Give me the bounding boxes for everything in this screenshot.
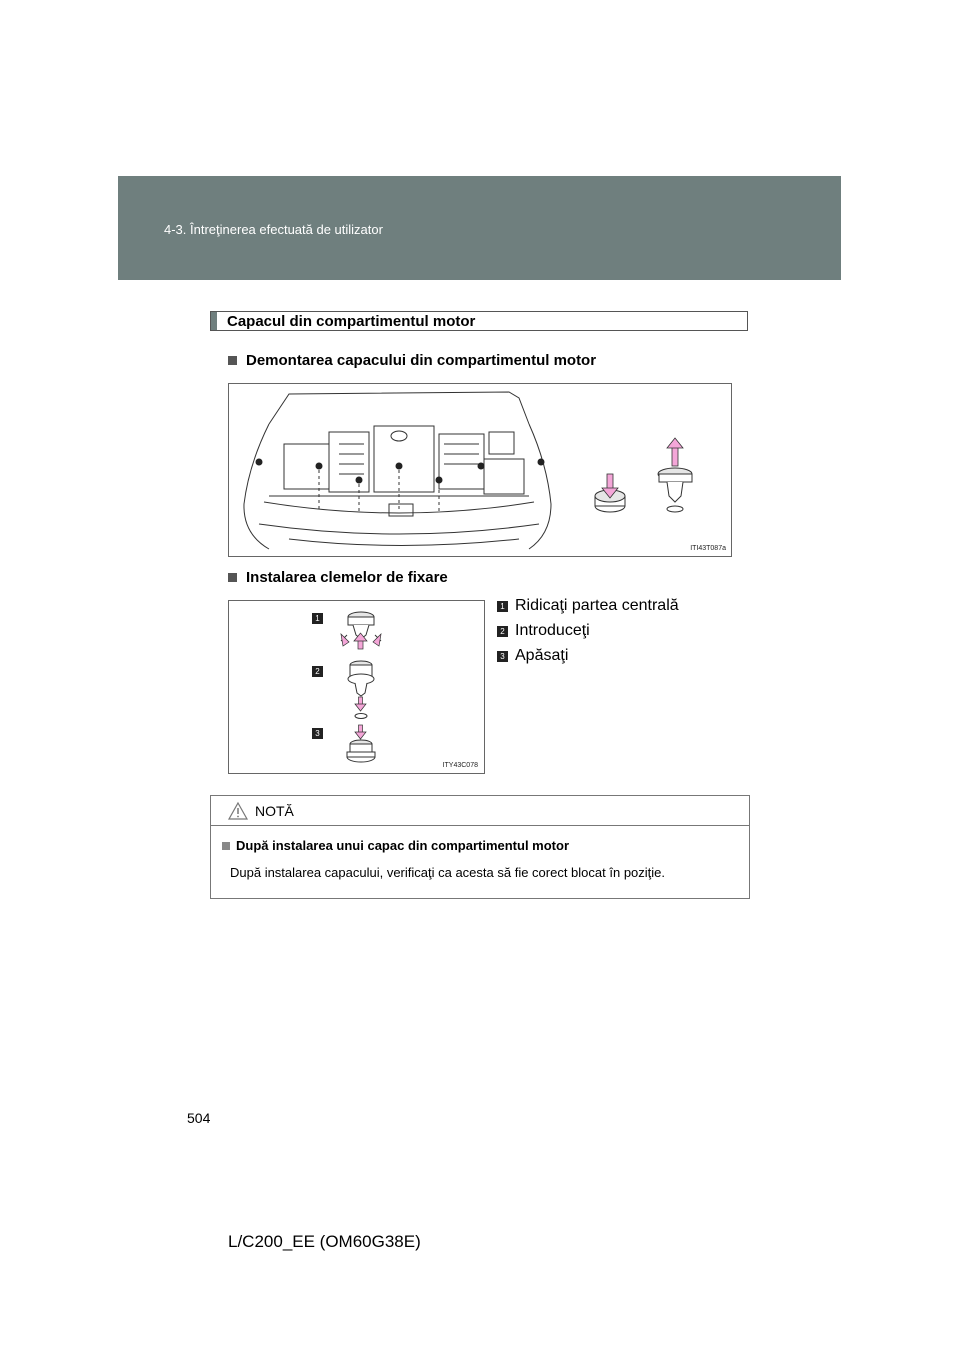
install-heading-text: Instalarea clemelor de fixare — [246, 569, 448, 586]
notice-heading-text: După instalarea unui capac din compartimentul motor — [236, 838, 570, 853]
figure-step-number: 2 — [312, 666, 323, 677]
step-item — [497, 647, 568, 665]
engine-compartment-figure — [228, 383, 732, 557]
step-number: 3 — [497, 651, 508, 662]
notice-label: NOTĂ — [255, 802, 294, 819]
notice-header — [211, 796, 749, 826]
section-breadcrumb: 4-3. Întreţinerea efectuată de utilizator — [164, 222, 383, 237]
step-item — [497, 597, 679, 615]
figure-step-number: 3 — [312, 728, 323, 739]
step-number: 1 — [497, 601, 508, 612]
section-title-bar — [210, 311, 748, 331]
warning-triangle-icon — [227, 801, 249, 821]
step-text: Introduceţi — [515, 622, 590, 639]
page-number: 504 — [187, 1110, 211, 1126]
figure-code: ITY43C078 — [442, 762, 478, 769]
title-stripe — [211, 312, 217, 330]
step-item — [497, 622, 590, 640]
section-title: Capacul din compartimentul motor — [227, 312, 476, 330]
figure-code: ITI43T087a — [690, 545, 726, 552]
step-number: 2 — [497, 626, 508, 637]
bullet-square-icon — [228, 573, 237, 582]
bullet-square-icon — [222, 842, 230, 850]
notice-body: După instalarea capacului, verificaţi ca acesta să fie corect blocat în poziţie. — [230, 865, 666, 880]
clip-install-figure — [228, 600, 485, 774]
step-text: Apăsaţi — [515, 647, 569, 664]
step-text: Ridicaţi partea centrală — [515, 597, 679, 614]
bullet-square-icon — [228, 356, 237, 365]
clip-steps-illustration — [229, 601, 484, 773]
footer-model-code: L/C200_EE (OM60G38E) — [228, 1232, 421, 1251]
header-band — [118, 176, 841, 280]
engine-compartment-illustration — [229, 384, 731, 556]
figure-step-number: 1 — [312, 613, 323, 624]
install-heading — [228, 569, 448, 586]
removal-heading-text: Demontarea capacului din compartimentul motor — [246, 352, 597, 369]
notice-box — [210, 795, 750, 899]
notice-heading — [222, 838, 569, 853]
removal-heading — [228, 352, 596, 369]
